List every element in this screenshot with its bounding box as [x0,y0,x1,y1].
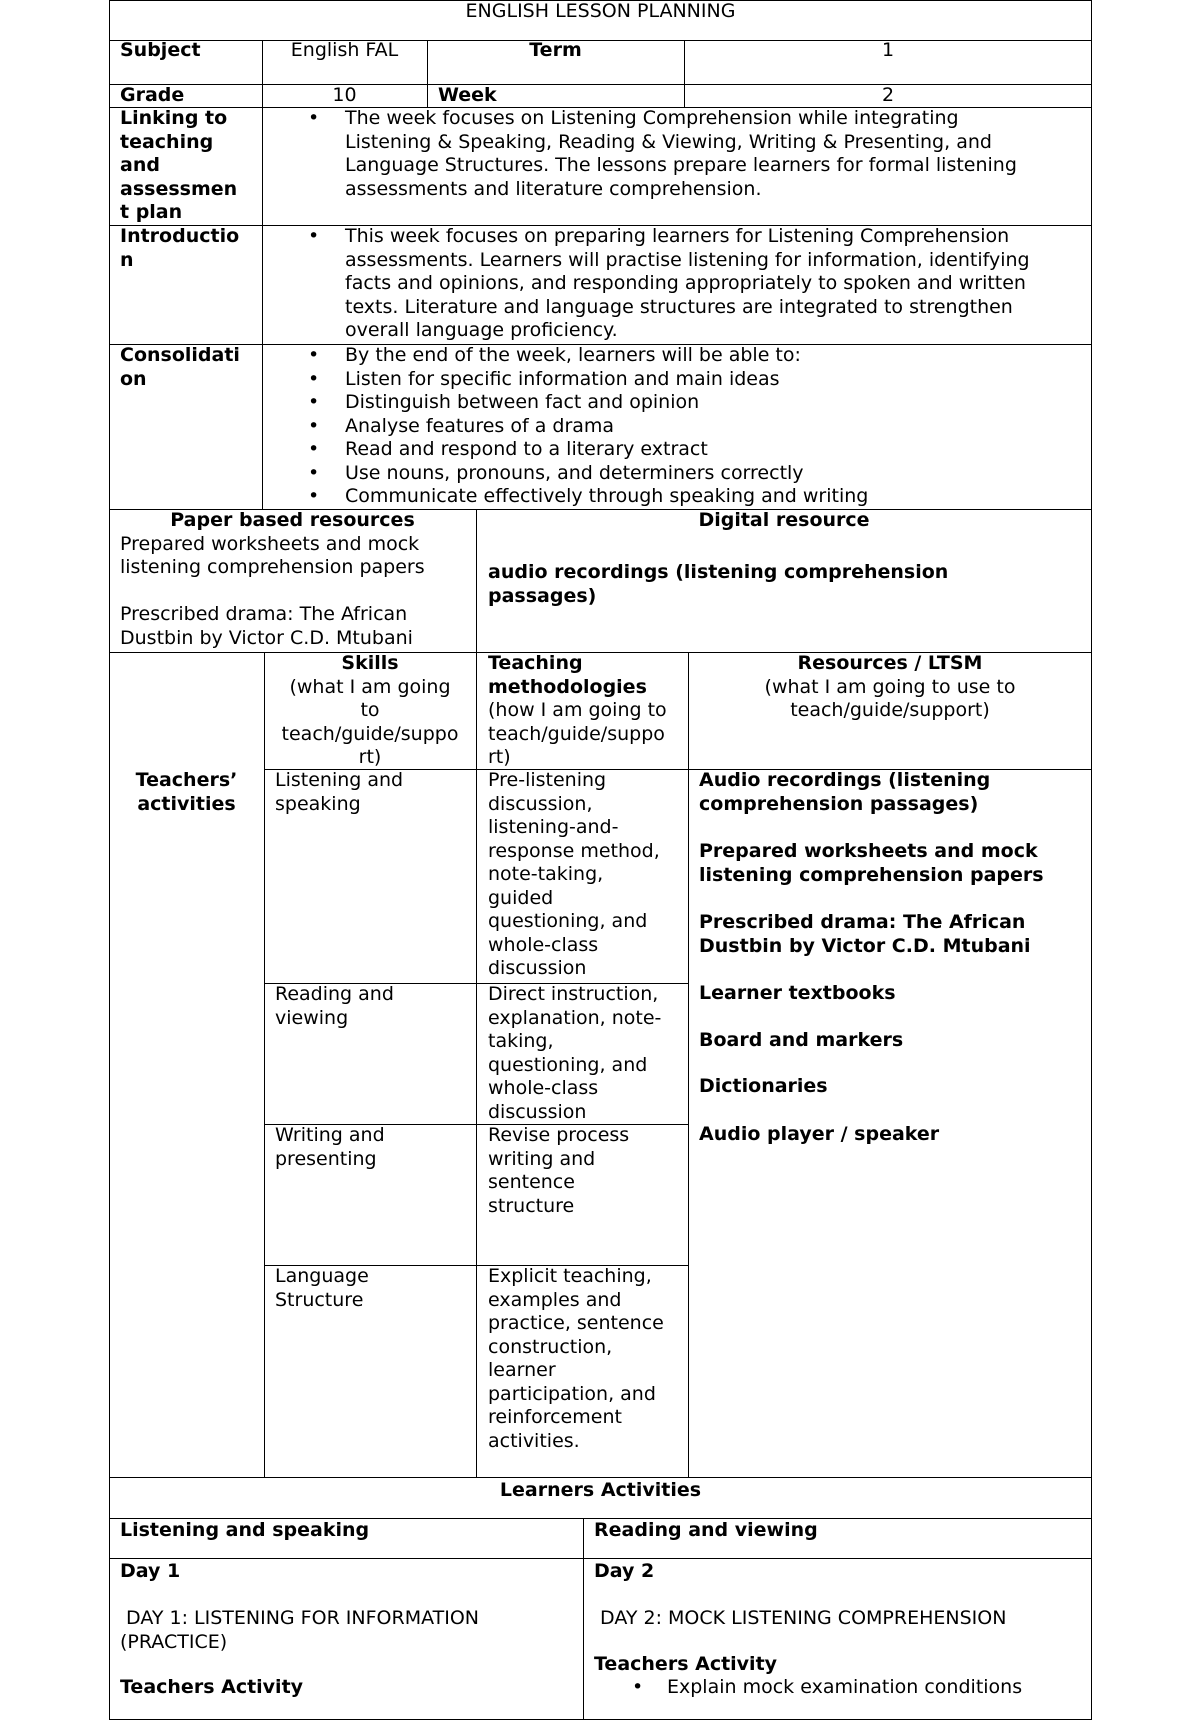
list-item: Prepared worksheets and mock [699,840,1038,862]
bullet-icon: • [308,391,320,413]
bullet-icon: • [308,107,320,129]
list-item: Prescribed drama: The African [699,911,1026,933]
list-item: Learner textbooks [699,982,896,1004]
list-item: By the end of the week, learners will be able to: [345,344,801,366]
subject-value: English FAL [290,39,399,61]
week-label: Week [438,84,497,106]
bullet-icon: • [308,461,320,484]
lesson-plan-page: ENGLISH LESSON PLANNING Subject English FAL Term 1 Grade 10 Week 2 Linking to teaching and assessmen t plan • The week focuses on Listening Comprehension while integrating Listening & Speaking, Reading & Viewing, Writing & Presenting, and Language Structures. The lessons prepare learners for formal listening assessments and literature comprehension. Introductio n • This week focuses on preparing learners for Listening Comprehension assessments. Learners will practise listening for information, identifying facts and opinions, and responding appropriately to spoken and written texts. Literature and language structures are integrated to strengthen overall language proficiency. Consolidati on • By the end of the week, learners will be able to: • Listen for specific information and main ideas • Distinguish between fact and opinion • Analyse features of a drama • Read and respond to a literary extract • Use nouns, pronouns, and determiners correctly • Communicate effectively through speaking and writing Paper based resources Prepared worksheets and mock listening comprehension papers Prescribed drama: The African Dustbin by Victor C.D. Mtubani Digital resource audio recordings (listening comprehension passages) Teachers’ activities Skills (what I am going to teach/guide/suppo rt) Teaching methodologies (how I am going to teach/guide/suppo rt) Resources / LTSM (what I am going to use to teach/guide/support) Listening and speaking Pre-listening discussion, listening-and- response method, note-taking, guided questioning, and whole-class discussion Reading and viewing Direct instruction, explanation, note- taking, questioning, and whole-class discussion Writing and presenting Revise process writing and sentence structure Language Structure Explicit teaching, examples and practice, sentence construction, learner participation, and reinforcement activities. Audio recordings (listening comprehension passages) Prepared worksheets and mock listening comprehension papers Prescribed drama: The African Dustbin by Victor C.D. Mtubani Learner textbooks Board and markers Dictionaries Audio player / speaker Learners Activities Listening and speaking Reading and viewing Day 1 Day 2 DAY 1: LISTENING FOR INFORMATION (PRACTICE) DAY 2: MOCK LISTENING COMPREHENSION Teachers Activity Teachers Activity • Explain mock examination conditions [0,0,1200,1696]
week-value: 2 [881,84,895,106]
list-item: Audio recordings (listening [699,769,991,791]
list-item: Listen for specific information and main ideas [345,367,780,390]
list-item: Board and markers [699,1029,904,1051]
rule [109,1477,1092,1478]
bullet-icon: • [308,367,320,390]
paper-resources-heading: Paper based resources [170,509,415,531]
day-1-teachers-activity: Teachers Activity [120,1676,304,1698]
day-2-teachers-activity: Teachers Activity [594,1653,778,1675]
day-1-label: Day 1 [120,1560,181,1582]
day-2-title: DAY 2: MOCK LISTENING COMPREHENSION [594,1607,1007,1629]
bullet-icon: • [632,1676,644,1698]
rule [583,1518,584,1720]
bullet-icon: • [308,414,320,437]
rule [476,652,477,1477]
list-item: Communicate effectively through speaking and writing [345,485,869,507]
rule [264,652,265,1477]
day-2-label: Day 2 [594,1560,655,1582]
bullet-icon: • [308,438,320,460]
list-item: Dictionaries [699,1075,828,1097]
list-item: Audio player / speaker [699,1123,940,1145]
reading-viewing-heading: Reading and viewing [594,1519,818,1541]
rule [109,1558,1092,1559]
list-item: Use nouns, pronouns, and determiners correctly [345,461,804,484]
grade-value: 10 [332,84,357,106]
list-item: Read and respond to a literary extract [345,438,708,460]
list-item: Explain mock examination conditions [667,1676,1023,1698]
bullet-icon: • [308,344,320,366]
page-title: ENGLISH LESSON PLANNING [465,0,736,22]
bullet-icon: • [308,225,320,247]
bullet-icon: • [308,485,320,507]
list-item: Analyse features of a drama [345,414,615,437]
rule [688,652,689,1477]
digital-resource-heading: Digital resource [698,509,870,531]
term-value: 1 [881,39,895,61]
term-label: Term [529,39,582,61]
rule [262,40,263,509]
list-item: Distinguish between fact and opinion [345,391,700,413]
grade-label: Grade [120,84,185,106]
listening-speaking-heading: Listening and speaking [120,1519,370,1541]
learners-activities-heading: Learners Activities [499,1479,702,1501]
subject-label: Subject [120,39,201,61]
